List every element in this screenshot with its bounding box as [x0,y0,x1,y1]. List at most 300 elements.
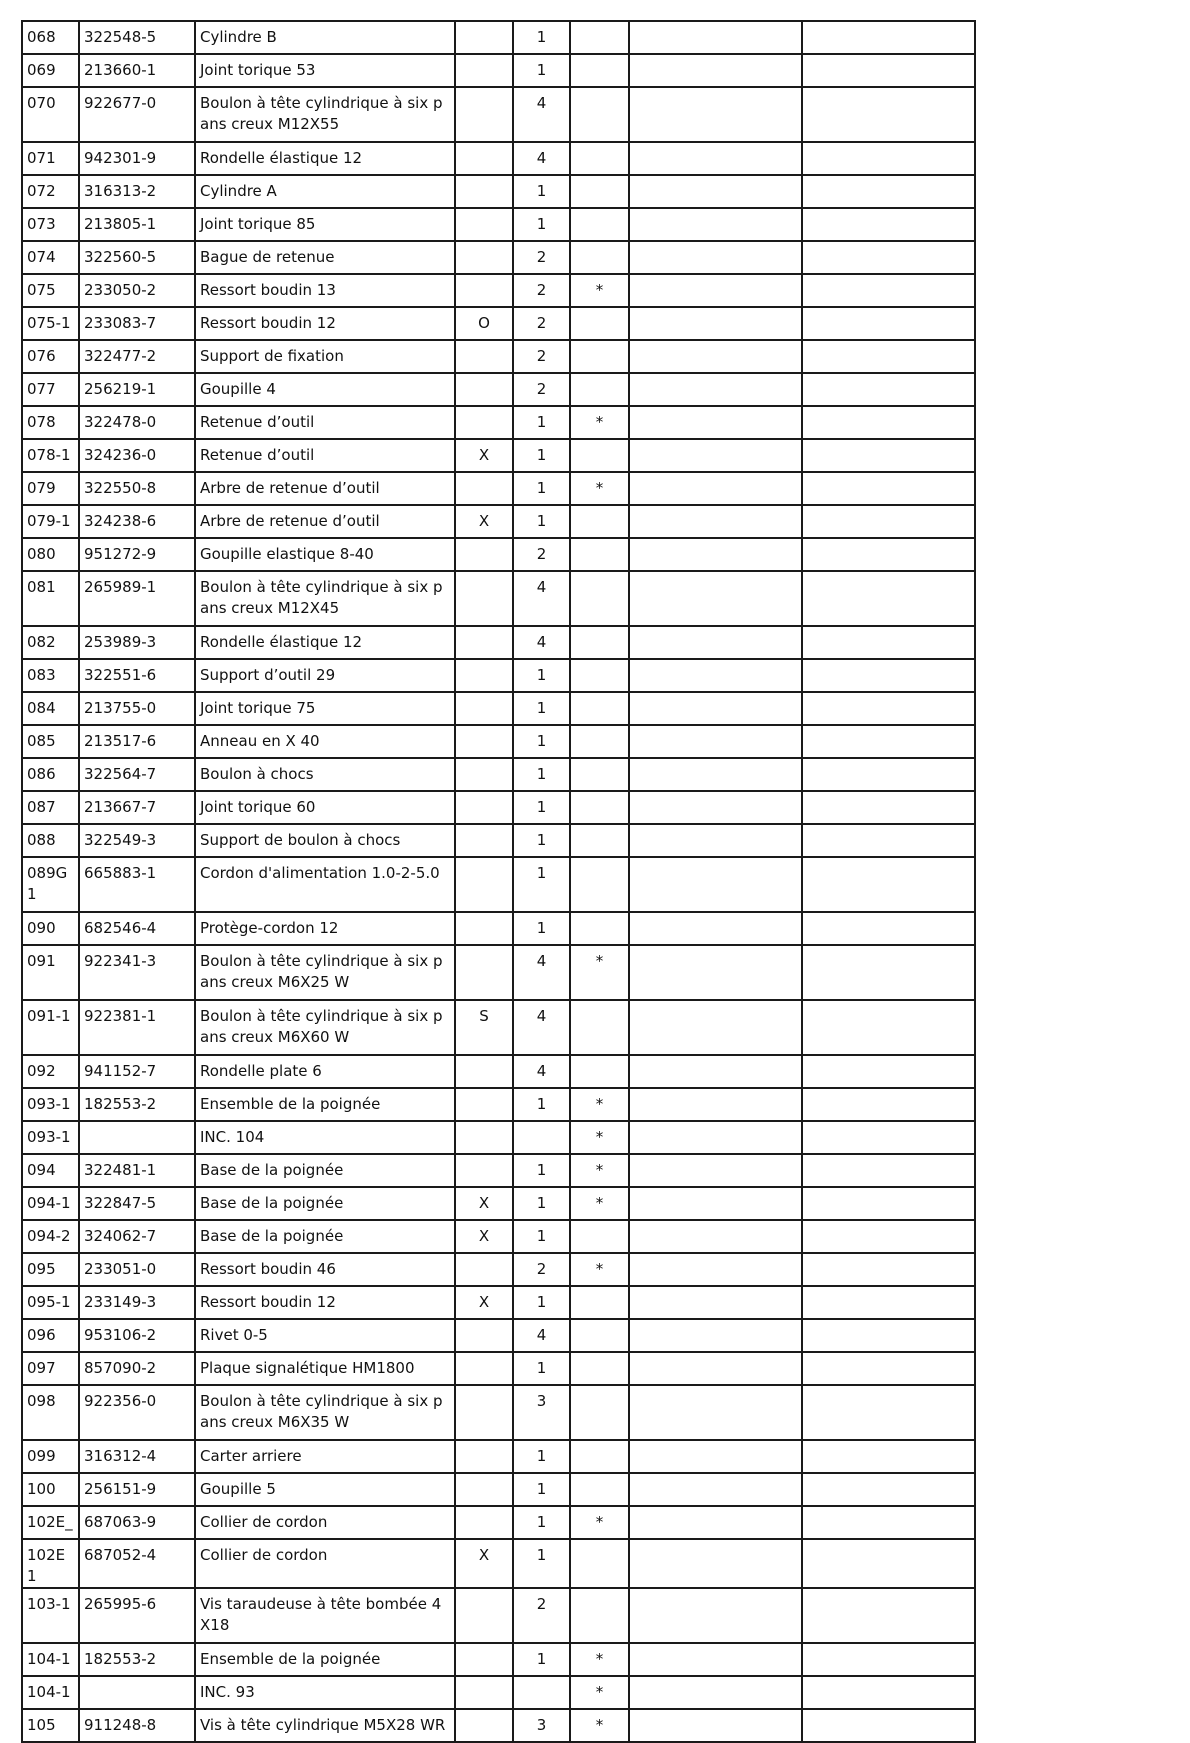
table-row [22,758,975,791]
extra-column-1 [629,1286,802,1319]
flag [570,439,629,472]
extra-column-2 [802,538,975,571]
table-row [22,406,975,439]
item-number: 068 [22,21,79,54]
extra-column-1 [629,1121,802,1154]
item-number: 105 [22,1709,79,1742]
extra-column-1 [629,208,802,241]
part-number: 322548-5 [79,21,195,54]
flag: * [570,1709,629,1742]
item-number: 095 [22,1253,79,1286]
table-row [22,1055,975,1088]
table-row [22,538,975,571]
quantity [513,1676,570,1709]
extra-column-2 [802,626,975,659]
table-row [22,1088,975,1121]
quantity: 4 [513,945,570,1000]
extra-column-1 [629,912,802,945]
note-code: X [455,1286,513,1319]
note-code: X [455,1220,513,1253]
note-code [455,1506,513,1539]
description: Carter arriere [195,1440,455,1473]
flag [570,21,629,54]
table-row [22,1121,975,1154]
note-code [455,1473,513,1506]
table-row [22,340,975,373]
flag: * [570,472,629,505]
quantity: 1 [513,1352,570,1385]
quantity: 1 [513,1220,570,1253]
item-number: 074 [22,241,79,274]
extra-column-2 [802,1286,975,1319]
table-row [22,1709,975,1742]
extra-column-1 [629,692,802,725]
extra-column-2 [802,758,975,791]
part-number: 665883-1 [79,857,195,912]
item-number: 094-1 [22,1187,79,1220]
flag [570,54,629,87]
item-number: 075-1 [22,307,79,340]
flag [570,692,629,725]
extra-column-2 [802,505,975,538]
quantity: 4 [513,87,570,142]
flag [570,571,629,626]
quantity: 2 [513,373,570,406]
extra-column-1 [629,725,802,758]
item-number: 085 [22,725,79,758]
quantity: 1 [513,692,570,725]
table-row [22,912,975,945]
extra-column-2 [802,472,975,505]
part-number: 182553-2 [79,1643,195,1676]
item-number: 088 [22,824,79,857]
quantity: 1 [513,857,570,912]
extra-column-1 [629,1643,802,1676]
extra-column-2 [802,307,975,340]
extra-column-2 [802,1643,975,1676]
note-code [455,1676,513,1709]
quantity: 2 [513,340,570,373]
note-code [455,758,513,791]
description: Vis taraudeuse à tête bombée 4X18 [195,1588,455,1643]
flag [570,538,629,571]
extra-column-2 [802,21,975,54]
part-number: 233051-0 [79,1253,195,1286]
part-number: 951272-9 [79,538,195,571]
part-number: 233050-2 [79,274,195,307]
note-code [455,274,513,307]
quantity: 1 [513,824,570,857]
description: Rondelle élastique 12 [195,626,455,659]
part-number: 233149-3 [79,1286,195,1319]
note-code [455,1154,513,1187]
extra-column-1 [629,758,802,791]
item-number: 069 [22,54,79,87]
note-code: X [455,505,513,538]
note-code [455,626,513,659]
extra-column-1 [629,571,802,626]
flag: * [570,1187,629,1220]
item-number: 078 [22,406,79,439]
table-row [22,791,975,824]
description: Plaque signalétique HM1800 [195,1352,455,1385]
table-row [22,692,975,725]
flag [570,1319,629,1352]
description: Bague de retenue [195,241,455,274]
description: Ressort boudin 12 [195,1286,455,1319]
item-number: 104-1 [22,1676,79,1709]
table-row [22,857,975,912]
item-number: 091 [22,945,79,1000]
table-row [22,439,975,472]
extra-column-2 [802,1588,975,1643]
item-number: 081 [22,571,79,626]
part-number: 922341-3 [79,945,195,1000]
quantity: 1 [513,54,570,87]
description: Retenue d’outil [195,406,455,439]
table-row [22,1473,975,1506]
quantity: 1 [513,406,570,439]
description: Cylindre B [195,21,455,54]
extra-column-1 [629,406,802,439]
flag [570,1000,629,1055]
quantity: 1 [513,1473,570,1506]
note-code [455,1643,513,1676]
part-number: 265995-6 [79,1588,195,1643]
description: Rivet 0-5 [195,1319,455,1352]
description: INC. 104 [195,1121,455,1154]
extra-column-1 [629,307,802,340]
item-number: 103-1 [22,1588,79,1643]
flag [570,307,629,340]
flag: * [570,1253,629,1286]
flag: * [570,274,629,307]
flag [570,340,629,373]
quantity: 2 [513,274,570,307]
flag [570,505,629,538]
part-number: 322549-3 [79,824,195,857]
extra-column-1 [629,1676,802,1709]
extra-column-2 [802,824,975,857]
description: Boulon à chocs [195,758,455,791]
note-code [455,725,513,758]
extra-column-2 [802,274,975,307]
quantity: 1 [513,1539,570,1588]
part-number: 322847-5 [79,1187,195,1220]
extra-column-2 [802,1154,975,1187]
description: Goupille elastique 8-40 [195,538,455,571]
flag: * [570,1088,629,1121]
extra-column-2 [802,1055,975,1088]
description: Base de la poignée [195,1220,455,1253]
quantity: 2 [513,241,570,274]
extra-column-2 [802,208,975,241]
extra-column-1 [629,87,802,142]
flag [570,1286,629,1319]
table-row [22,1676,975,1709]
extra-column-1 [629,175,802,208]
extra-column-1 [629,1506,802,1539]
table-row [22,1187,975,1220]
part-number: 922381-1 [79,1000,195,1055]
extra-column-2 [802,373,975,406]
item-number: 100 [22,1473,79,1506]
flag [570,912,629,945]
table-row [22,571,975,626]
table-row [22,54,975,87]
parts-table-body [22,21,975,1742]
extra-column-1 [629,241,802,274]
quantity: 1 [513,758,570,791]
quantity: 4 [513,1319,570,1352]
extra-column-1 [629,1473,802,1506]
item-number: 073 [22,208,79,241]
item-number: 092 [22,1055,79,1088]
extra-column-2 [802,142,975,175]
flag: * [570,1154,629,1187]
note-code [455,571,513,626]
note-code [455,1253,513,1286]
table-row [22,1385,975,1440]
flag [570,1220,629,1253]
flag [570,1385,629,1440]
extra-column-2 [802,912,975,945]
note-code [455,373,513,406]
item-number: 102E1 [22,1539,79,1588]
table-row [22,1319,975,1352]
description: Ensemble de la poignée [195,1088,455,1121]
flag [570,791,629,824]
flag [570,1352,629,1385]
part-number: 213517-6 [79,725,195,758]
note-code [455,538,513,571]
part-number: 922677-0 [79,87,195,142]
note-code [455,1385,513,1440]
item-number: 086 [22,758,79,791]
quantity: 1 [513,791,570,824]
extra-column-1 [629,945,802,1000]
description: Support de fixation [195,340,455,373]
description: Collier de cordon [195,1506,455,1539]
description: Boulon à tête cylindrique à six pans creux M6X60 W [195,1000,455,1055]
extra-column-1 [629,1709,802,1742]
part-number: 687052-4 [79,1539,195,1588]
flag [570,208,629,241]
extra-column-2 [802,1088,975,1121]
note-code [455,857,513,912]
extra-column-2 [802,725,975,758]
extra-column-1 [629,626,802,659]
description: Protège-cordon 12 [195,912,455,945]
description: Anneau en X 40 [195,725,455,758]
extra-column-2 [802,692,975,725]
description: Ensemble de la poignée [195,1643,455,1676]
item-number: 083 [22,659,79,692]
extra-column-2 [802,1220,975,1253]
part-number: 911248-8 [79,1709,195,1742]
part-number: 256151-9 [79,1473,195,1506]
extra-column-1 [629,274,802,307]
part-number: 322564-7 [79,758,195,791]
quantity: 1 [513,505,570,538]
description: INC. 93 [195,1676,455,1709]
quantity [513,1121,570,1154]
item-number: 093-1 [22,1088,79,1121]
table-row [22,505,975,538]
extra-column-1 [629,472,802,505]
description: Arbre de retenue d’outil [195,472,455,505]
table-row [22,945,975,1000]
part-number: 322478-0 [79,406,195,439]
description: Rondelle plate 6 [195,1055,455,1088]
flag [570,857,629,912]
note-code [455,1352,513,1385]
part-number: 942301-9 [79,142,195,175]
quantity: 4 [513,1055,570,1088]
description: Ressort boudin 46 [195,1253,455,1286]
description: Goupille 5 [195,1473,455,1506]
extra-column-2 [802,340,975,373]
part-number: 233083-7 [79,307,195,340]
extra-column-1 [629,1539,802,1588]
item-number: 077 [22,373,79,406]
extra-column-2 [802,1121,975,1154]
extra-column-1 [629,1187,802,1220]
item-number: 089G1 [22,857,79,912]
note-code [455,406,513,439]
flag: * [570,945,629,1000]
flag [570,824,629,857]
extra-column-2 [802,1187,975,1220]
extra-column-1 [629,1352,802,1385]
extra-column-2 [802,1440,975,1473]
extra-column-1 [629,857,802,912]
extra-column-1 [629,1154,802,1187]
note-code [455,1121,513,1154]
flag [570,725,629,758]
flag [570,1588,629,1643]
item-number: 071 [22,142,79,175]
item-number: 091-1 [22,1000,79,1055]
part-number: 213805-1 [79,208,195,241]
flag [570,142,629,175]
quantity: 1 [513,725,570,758]
flag [570,241,629,274]
extra-column-2 [802,945,975,1000]
item-number: 096 [22,1319,79,1352]
quantity: 1 [513,1088,570,1121]
flag [570,1440,629,1473]
extra-column-1 [629,1000,802,1055]
description: Vis à tête cylindrique M5X28 WR [195,1709,455,1742]
part-number: 322560-5 [79,241,195,274]
description: Ressort boudin 12 [195,307,455,340]
extra-column-2 [802,87,975,142]
table-row [22,1286,975,1319]
parts-table [21,20,976,1743]
table-row [22,21,975,54]
table-row [22,241,975,274]
item-number: 090 [22,912,79,945]
quantity: 1 [513,175,570,208]
item-number: 072 [22,175,79,208]
note-code [455,340,513,373]
extra-column-1 [629,1440,802,1473]
quantity: 3 [513,1709,570,1742]
note-code [455,912,513,945]
table-row [22,1643,975,1676]
part-number: 857090-2 [79,1352,195,1385]
table-row [22,1154,975,1187]
description: Boulon à tête cylindrique à six pans creux M12X55 [195,87,455,142]
item-number: 084 [22,692,79,725]
extra-column-1 [629,340,802,373]
extra-column-2 [802,1385,975,1440]
item-number: 070 [22,87,79,142]
description: Cylindre A [195,175,455,208]
part-number: 953106-2 [79,1319,195,1352]
flag [570,626,629,659]
note-code [455,824,513,857]
note-code [455,241,513,274]
table-row [22,659,975,692]
description: Joint torique 85 [195,208,455,241]
item-number: 076 [22,340,79,373]
quantity: 1 [513,439,570,472]
table-row [22,1440,975,1473]
quantity: 3 [513,1385,570,1440]
table-row [22,1220,975,1253]
part-number: 213755-0 [79,692,195,725]
note-code [455,1440,513,1473]
item-number: 080 [22,538,79,571]
item-number: 095-1 [22,1286,79,1319]
extra-column-2 [802,1676,975,1709]
quantity: 2 [513,1588,570,1643]
description: Boulon à tête cylindrique à six pans creux M6X25 W [195,945,455,1000]
quantity: 2 [513,1253,570,1286]
table-row [22,142,975,175]
part-number: 322551-6 [79,659,195,692]
part-number: 213660-1 [79,54,195,87]
table-row [22,1588,975,1643]
note-code: X [455,439,513,472]
part-number: 682546-4 [79,912,195,945]
note-code: X [455,1187,513,1220]
quantity: 1 [513,1506,570,1539]
table-row [22,1539,975,1588]
note-code [455,208,513,241]
quantity: 1 [513,1286,570,1319]
flag [570,1473,629,1506]
quantity: 1 [513,208,570,241]
note-code: X [455,1539,513,1588]
part-number: 265989-1 [79,571,195,626]
quantity: 1 [513,1643,570,1676]
item-number: 079-1 [22,505,79,538]
extra-column-1 [629,824,802,857]
extra-column-2 [802,1352,975,1385]
note-code [455,791,513,824]
note-code [455,142,513,175]
quantity: 1 [513,1154,570,1187]
quantity: 4 [513,626,570,659]
extra-column-2 [802,406,975,439]
extra-column-1 [629,21,802,54]
note-code: O [455,307,513,340]
part-number: 324236-0 [79,439,195,472]
note-code [455,87,513,142]
